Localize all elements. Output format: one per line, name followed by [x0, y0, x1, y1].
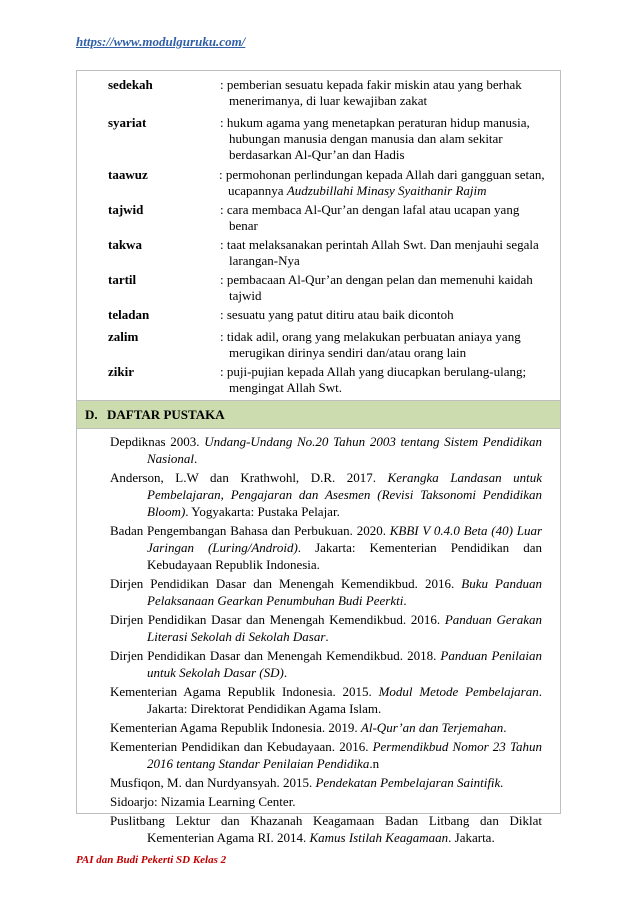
reference-text: . — [283, 665, 288, 680]
glossary-definition — [220, 115, 550, 163]
glossary-term: tajwid — [108, 202, 144, 217]
reference-item — [110, 611, 542, 645]
reference-text: . — [403, 593, 407, 608]
reference-title: Panduan Gerakan Literasi Sekolah di Sekolah Dasar — [147, 612, 542, 644]
definition-line: menerimanya, di luar kewajiban zakat — [229, 93, 428, 108]
reference-text: Anderson, L.W dan Krathwohl, D.R. 2017. — [110, 470, 388, 485]
section-header — [77, 400, 560, 429]
reference-title: Modul Metode Pembelajaran — [378, 684, 539, 699]
reference-text: . Jakarta: Kementerian Pendidikan dan Kebudayaan Republik Indonesia. — [147, 540, 542, 572]
glossary-term: taawuz — [108, 167, 148, 182]
reference-title: Permendikbud Nomor 23 Tahun 2016 tentang Standar Penilaian Pendidika — [147, 739, 542, 771]
reference-text: . — [503, 720, 507, 735]
definition-line — [219, 183, 555, 199]
reference-title: Kerangka Landasan untuk Pembelajaran, Pengajaran dan Asesmen (Revisi Taksonomi Pendidikan Bloom) — [147, 470, 542, 519]
reference-text: . — [325, 629, 329, 644]
glossary-term: teladan — [108, 307, 150, 322]
reference-item — [110, 738, 542, 772]
footer-text: PAI dan Budi Pekerti SD Kelas 2 — [76, 854, 227, 866]
glossary-term: takwa — [108, 237, 142, 252]
reference-text: . — [193, 451, 198, 466]
definition-italic: Audzubillahi Minasy Syaithanir Rajim — [286, 183, 487, 198]
reference-item — [110, 575, 542, 609]
reference-text: Dirjen Pendidikan Dasar dan Menengah Kemendikbud. 2016. — [110, 576, 462, 591]
reference-title: Kamus Istilah Keagamaan — [309, 830, 449, 845]
reference-item — [110, 647, 542, 681]
section-letter: D. — [85, 407, 98, 422]
definition-line: mengingat Allah Swt. — [229, 380, 343, 395]
reference-text: . Jakarta. — [448, 830, 495, 845]
reference-text: Puslitbang Lektur dan Khazanah Keagamaan Badan Litbang dan Diklat Kementerian Agama RI. 2014. — [110, 813, 542, 845]
reference-text: Badan Pengembangan Bahasa dan Perbukuan. 2020. — [110, 523, 390, 538]
definition-line: : pemberian sesuatu kepada fakir miskin atau yang berhak — [220, 77, 522, 92]
reference-title: Buku Panduan Pelaksanaan Gearkan Penumbuhan Budi Peerkti — [147, 576, 542, 608]
glossary-definition — [220, 364, 550, 396]
definition-line: : hukum agama yang menetapkan peraturan hidup manusia, — [220, 115, 530, 130]
reference-text: Dirjen Pendidikan Dasar dan Menengah Kemendikbud. 2016. — [110, 612, 445, 627]
reference-title: Panduan Penilaian untuk Sekolah Dasar (SD) — [147, 648, 542, 680]
reference-text: . Yogyakarta: Pustaka Pelajar. — [185, 504, 340, 519]
definition-line: : sesuatu yang patut ditiru atau baik dicontoh — [220, 307, 454, 322]
reference-item — [110, 812, 542, 846]
definition-line: : pembacaan Al-Qur’an dengan pelan dan memenuhi kaidah — [220, 272, 533, 287]
reference-item — [110, 469, 542, 520]
content-frame — [76, 70, 561, 845]
reference-text: Kementerian Agama Republik Indonesia. 2015. — [110, 684, 379, 699]
reference-text: . Jakarta: Direktorat Pendidikan Agama Islam. — [147, 684, 542, 716]
definition-line: berdasarkan Al-Qur’an dan Hadis — [229, 147, 405, 162]
definition-line: larangan-Nya — [229, 253, 300, 268]
definition-line: : cara membaca Al-Qur’an dengan lafal atau ucapan yang — [220, 202, 520, 217]
reference-item — [110, 793, 542, 810]
reference-text: Musfiqon, M. dan Nurdyansyah. 2015. — [110, 775, 316, 790]
glossary-term: zalim — [108, 329, 139, 344]
reference-text: .n — [369, 756, 380, 771]
glossary-definition — [220, 272, 550, 304]
definition-line: hubungan manusia dengan manusia dan alam sekitar — [229, 131, 503, 146]
reference-item — [110, 683, 542, 717]
glossary-definition — [219, 167, 555, 199]
reference-text: Depdiknas 2003. — [110, 434, 205, 449]
definition-line: : taat melaksanakan perintah Allah Swt. Dan menjauhi segala — [220, 237, 539, 252]
glossary-term: zikir — [108, 364, 134, 379]
reference-title: Pendekatan Pembelajaran Saintifik. — [315, 775, 504, 790]
glossary-definition — [220, 237, 550, 269]
header-url[interactable]: https://www.modulguruku.com/ — [76, 34, 246, 49]
reference-title: Undang-Undang No.20 Tahun 2003 tentang Sistem Pendidikan Nasional — [147, 434, 542, 466]
reference-title: KBBI V 0.4.0 Beta (40) Luar Jaringan (Luring/Android) — [147, 523, 542, 555]
glossary-term: syariat — [108, 115, 147, 130]
reference-text: Kementerian Pendidikan dan Kebudayaan. 2016. — [110, 739, 373, 754]
definition-line: : permohonan perlindungan kepada Allah dari gangguan setan, — [219, 167, 545, 182]
definition-line: benar — [229, 218, 258, 233]
reference-item — [110, 774, 542, 791]
reference-item — [110, 522, 542, 573]
glossary-term: sedekah — [108, 77, 153, 92]
definition-line: merugikan dirinya sendiri dan/atau orang lain — [229, 345, 467, 360]
reference-item — [110, 719, 542, 736]
reference-title: Al-Qur’an dan Terjemahan — [360, 720, 504, 735]
reference-item — [110, 433, 542, 467]
reference-text: Kementerian Agama Republik Indonesia. 2019. — [110, 720, 361, 735]
glossary-term: tartil — [108, 272, 137, 287]
definition-line: : tidak adil, orang yang melakukan perbuatan aniaya yang — [220, 329, 521, 344]
reference-text: Dirjen Pendidikan Dasar dan Menengah Kemendikbud. 2018. — [110, 648, 441, 663]
glossary-definition — [220, 202, 550, 234]
definition-line: tajwid — [229, 288, 262, 303]
reference-text: Sidoarjo: Nizamia Learning Center. — [110, 794, 296, 809]
reference-list — [110, 433, 542, 848]
glossary-definition — [220, 307, 550, 323]
definition-line: : puji-pujian kepada Allah yang diucapkan berulang-ulang; — [220, 364, 527, 379]
definition-text: ucapannya — [228, 183, 287, 198]
glossary-definition — [220, 77, 550, 109]
section-title: DAFTAR PUSTAKA — [107, 407, 225, 422]
glossary-definition — [220, 329, 550, 361]
